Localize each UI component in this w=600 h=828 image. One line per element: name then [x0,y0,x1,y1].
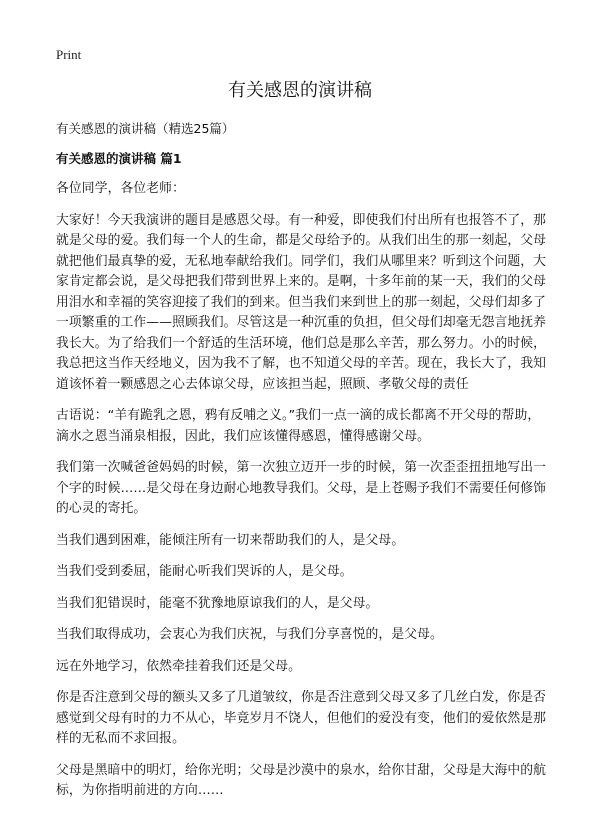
paragraph: 当我们犯错误时，能毫不犹豫地原谅我们的人，是父母。 [56,595,379,611]
article-body [56,179,550,813]
paragraph: 当我们遇到困难，能倾注所有一切来帮助我们的人，是父母。 [56,532,405,548]
paragraph: 父母是黑暗中的明灯，给你光明；父母是沙漠中的泉水，给你甘甜，父母是大海中的航标，为你指明前进的方向…… [56,762,547,798]
paragraph: 大家好！今天我演讲的题目是感恩父母。有一种爱，即使我们付出所有也报答不了，那就是父母的爱。我们每一个人的生命，都是父母给予的。从我们出生的那一刻起，父母就把他们最真挚的爱，无私地奉献给我们。同学们，我们从哪里来？听到这个问题，大家肯定都会说，是父母把我们带到世界上来的。是啊，十多年前的某一天，我们的父母用泪水和幸福的笑容迎接了我们的到来。但当我们来到世上的那一刻起，父母们却多了一项繁重的工作——照顾我们。尽管这是一种沉重的负担，但父母们却毫无怨言地抚养我长大。为了给我们一个舒适的生活环境，他们总是那么辛苦，那么努力。小的时候，我总把这当作天经地义，因为我不了解，也不知道父母的辛苦。现在，我长大了，我知道该怀着一颗感恩之心去体谅父母，应该担当起，照顾、孝敬父母的责任 [56,212,547,392]
paragraph: 远在外地学习，依然牵挂着我们还是父母。 [56,658,302,674]
paragraph: 当我们取得成功，会衷心为我们庆祝，与我们分享喜悦的，是父母。 [56,627,443,642]
section-heading: 有关感恩的演讲稿 篇1 [56,151,182,166]
paragraph: 古语说：“羊有跪乳之恩，鸦有反哺之义。”我们一点一滴的成长都离不开父母的帮助，滴水之恩当涌泉相报，因此，我们应该懂得感恩，懂得感谢父母。 [56,408,541,444]
print-link[interactable]: Print [56,47,82,62]
paragraph: 我们第一次喊爸爸妈妈的时候，第一次独立迈开一步的时候，第一次歪歪扭扭地写出一个字的时候……是父母在身边耐心地教导我们。父母，是上苍赐予我们不需要任何修饰的心灵的寄托。 [56,460,547,516]
page-title: 有关感恩的演讲稿 [228,80,372,101]
paragraph: 当我们受到委屈，能耐心听我们哭诉的人，是父母。 [56,564,353,579]
paragraph-greeting: 各位同学，各位老师： [56,181,185,196]
paragraph: 你是否注意到父母的额头又多了几道皱纹，你是否注意到父母又多了几丝白发，你是否感觉到父母有时的力不从心，毕竟岁月不饶人，但他们的爱没有变，他们的爱依然是那样的无私而不求回报。 [56,690,547,746]
document-subtitle: 有关感恩的演讲稿（精选25篇） [56,121,235,136]
